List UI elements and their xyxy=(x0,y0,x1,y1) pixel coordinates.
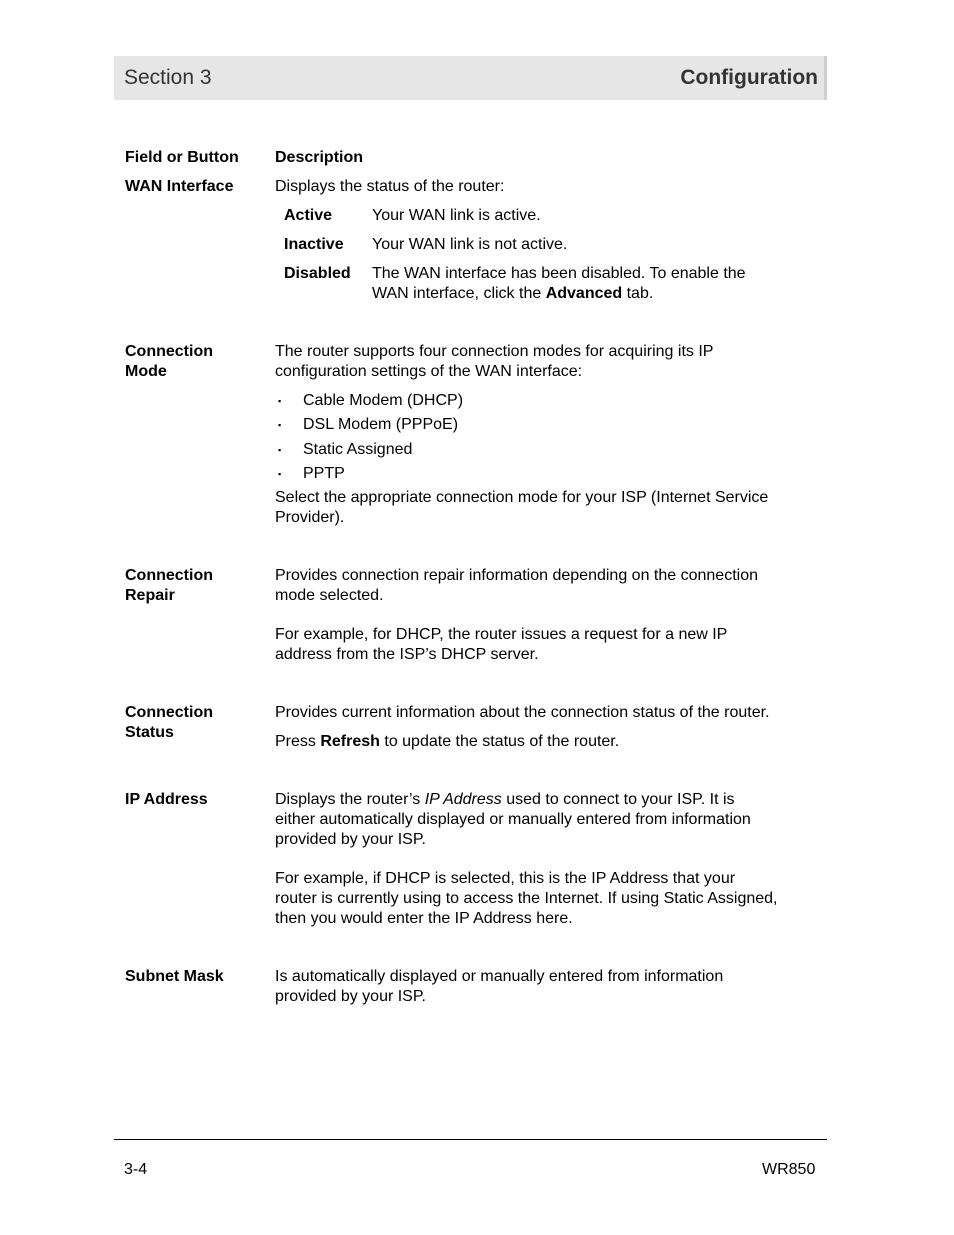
ip-p1-line2: either automatically displayed or manually entered from information xyxy=(275,811,751,828)
refresh-ref: Refresh xyxy=(320,733,380,750)
wan-inactive-desc: Your WAN link is not active. xyxy=(372,236,568,253)
bullet-icon: ▪ xyxy=(278,469,282,479)
footer-divider xyxy=(114,1139,827,1140)
field-connection-status-line1: Connection xyxy=(125,704,213,721)
mode-item: Static Assigned xyxy=(303,441,413,458)
column-header-description: Description xyxy=(275,149,364,166)
field-wan-interface: WAN Interface xyxy=(125,178,234,195)
mode-item: DSL Modem (PPPoE) xyxy=(303,416,459,433)
bullet-icon: ▪ xyxy=(278,420,282,430)
mode-description-line1: The router supports four connection modes for acquiring its IP xyxy=(275,343,714,360)
subnet-p1-line1: Is automatically displayed or manually entered from information xyxy=(275,968,724,985)
wan-inactive-term: Inactive xyxy=(284,236,344,253)
ip-p2-line1: For example, if DHCP is selected, this is the IP Address that your xyxy=(275,870,736,887)
field-connection-repair-line2: Repair xyxy=(125,587,175,604)
wan-disabled-desc-line2 xyxy=(372,284,653,304)
field-connection-mode-line2: Mode xyxy=(125,363,167,380)
wan-description: Displays the status of the router: xyxy=(275,178,505,195)
ip-p1-line3: provided by your ISP. xyxy=(275,831,426,848)
text-run: tab. xyxy=(622,285,654,302)
page-header xyxy=(114,56,827,100)
column-header-field: Field or Button xyxy=(125,149,239,166)
text-run: to update the status of the router. xyxy=(379,733,620,750)
wan-active-term: Active xyxy=(284,207,333,224)
bullet-icon: ▪ xyxy=(278,396,282,406)
wan-disabled-desc-line1: The WAN interface has been disabled. To enable the xyxy=(372,265,746,282)
repair-p1-line2: mode selected. xyxy=(275,587,384,604)
field-subnet-mask: Subnet Mask xyxy=(125,968,224,985)
product-model: WR850 xyxy=(762,1161,816,1178)
wan-active-desc: Your WAN link is active. xyxy=(372,207,541,224)
advanced-tab-ref: Advanced xyxy=(545,285,623,302)
mode-description-line2: configuration settings of the WAN interface: xyxy=(275,363,583,380)
field-connection-status-line2: Status xyxy=(125,724,174,741)
mode-item: PPTP xyxy=(303,465,345,482)
mode-select-line2: Provider). xyxy=(275,509,345,526)
bullet-icon: ▪ xyxy=(278,445,282,455)
field-connection-repair-line1: Connection xyxy=(125,567,213,584)
status-p2 xyxy=(275,732,619,752)
ip-p2-line2: router is currently using to access the Internet. If using Static Assigned, xyxy=(275,890,778,907)
text-run: used to connect to your ISP. It is xyxy=(501,791,735,808)
text-run: Press xyxy=(275,733,321,750)
mode-select-line1: Select the appropriate connection mode for your ISP (Internet Service xyxy=(275,489,769,506)
text-run: WAN interface, click the xyxy=(372,285,546,302)
field-connection-mode-line1: Connection xyxy=(125,343,213,360)
mode-item: Cable Modem (DHCP) xyxy=(303,392,464,409)
section-label: Section 3 xyxy=(124,66,212,89)
status-p1: Provides current information about the connection status of the router. xyxy=(275,704,770,721)
field-ip-address: IP Address xyxy=(125,791,208,808)
repair-p1-line1: Provides connection repair information depending on the connection xyxy=(275,567,758,584)
ip-p1-line1 xyxy=(275,790,735,810)
section-title: Configuration xyxy=(680,66,818,89)
text-run: Displays the router’s xyxy=(275,791,425,808)
repair-p2-line2: address from the ISP’s DHCP server. xyxy=(275,646,539,663)
page-number: 3-4 xyxy=(124,1161,148,1178)
ip-p2-line3: then you would enter the IP Address here. xyxy=(275,910,573,927)
wan-disabled-term: Disabled xyxy=(284,265,351,282)
subnet-p1-line2: provided by your ISP. xyxy=(275,988,426,1005)
ip-address-term: IP Address xyxy=(424,791,502,808)
repair-p2-line1: For example, for DHCP, the router issues a request for a new IP xyxy=(275,626,728,643)
